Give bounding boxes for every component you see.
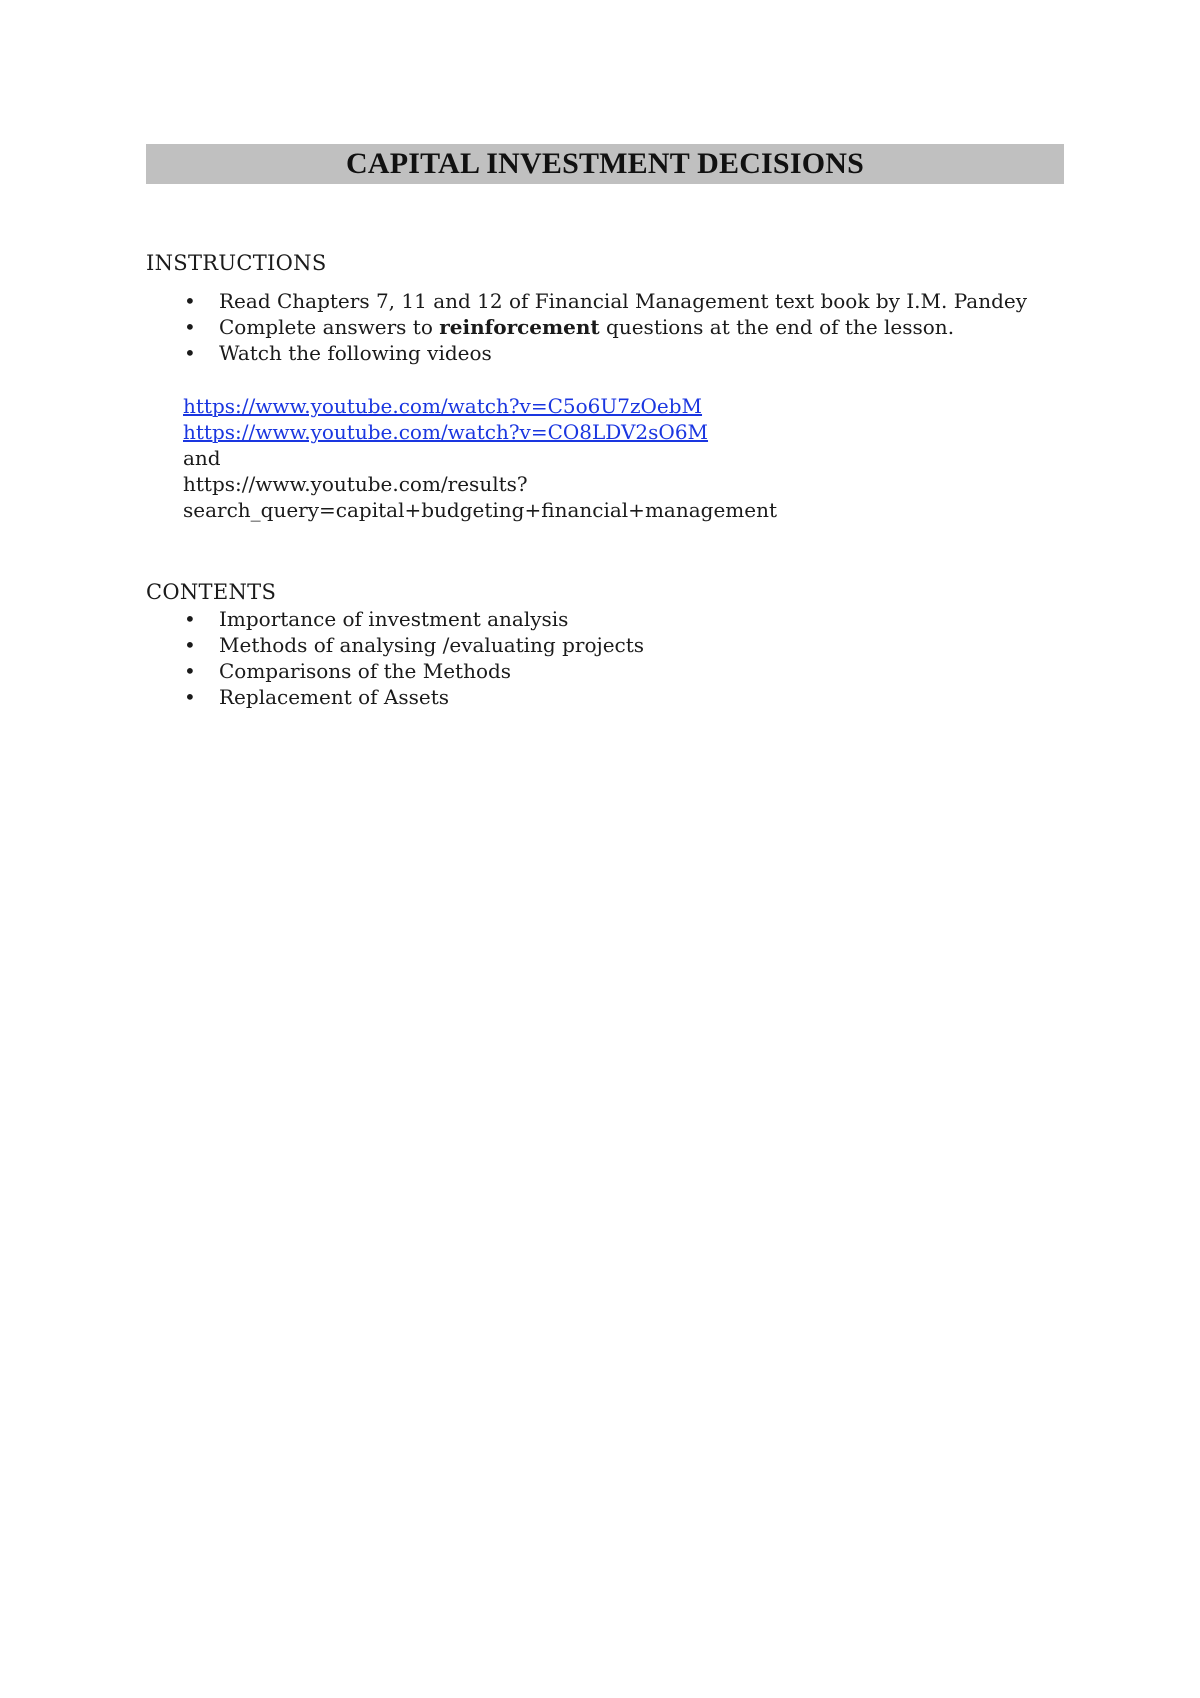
bullet-icon: • [184,659,196,683]
contents-heading: CONTENTS [146,580,277,604]
connector-text: and [183,446,221,470]
video-links-block [183,393,1063,523]
list-item [146,632,1066,658]
video-link-2[interactable]: https://www.youtube.com/watch?v=CO8LDV2sO6M [183,420,709,444]
list-item [146,606,1066,632]
search-url-line-1: https://www.youtube.com/results? [183,472,528,496]
bullet-icon: • [184,607,196,631]
instructions-heading: INSTRUCTIONS [146,251,327,275]
instruction-complete-after: questions at the end of the lesson. [599,315,955,339]
bullet-icon: • [184,289,196,313]
instructions-list [146,288,1066,366]
list-item [146,684,1066,710]
instruction-watch-videos: Watch the following videos [219,341,492,365]
contents-list [146,606,1066,710]
contents-item-replacement: Replacement of Assets [219,685,450,709]
contents-item-importance: Importance of investment analysis [219,607,569,631]
bullet-icon: • [184,633,196,657]
contents-item-methods: Methods of analysing /evaluating projects [219,633,645,657]
title-band [146,144,1064,184]
video-link-1[interactable]: https://www.youtube.com/watch?v=C5o6U7zOebM [183,394,703,418]
instruction-complete-before: Complete answers to [219,315,440,339]
list-item [146,314,1066,340]
instruction-complete-bold: reinforcement [439,315,600,339]
list-item [146,340,1066,366]
list-item [146,658,1066,684]
list-item [146,288,1066,314]
instruction-read-chapters: Read Chapters 7, 11 and 12 of Financial Management text book by I.M. Pandey [219,289,1028,313]
bullet-icon: • [184,685,196,709]
search-url-line-2: search_query=capital+budgeting+financial+management [183,498,777,522]
page-title: CAPITAL INVESTMENT DECISIONS [346,147,864,180]
bullet-icon: • [184,315,196,339]
bullet-icon: • [184,341,196,365]
contents-item-comparisons: Comparisons of the Methods [219,659,512,683]
